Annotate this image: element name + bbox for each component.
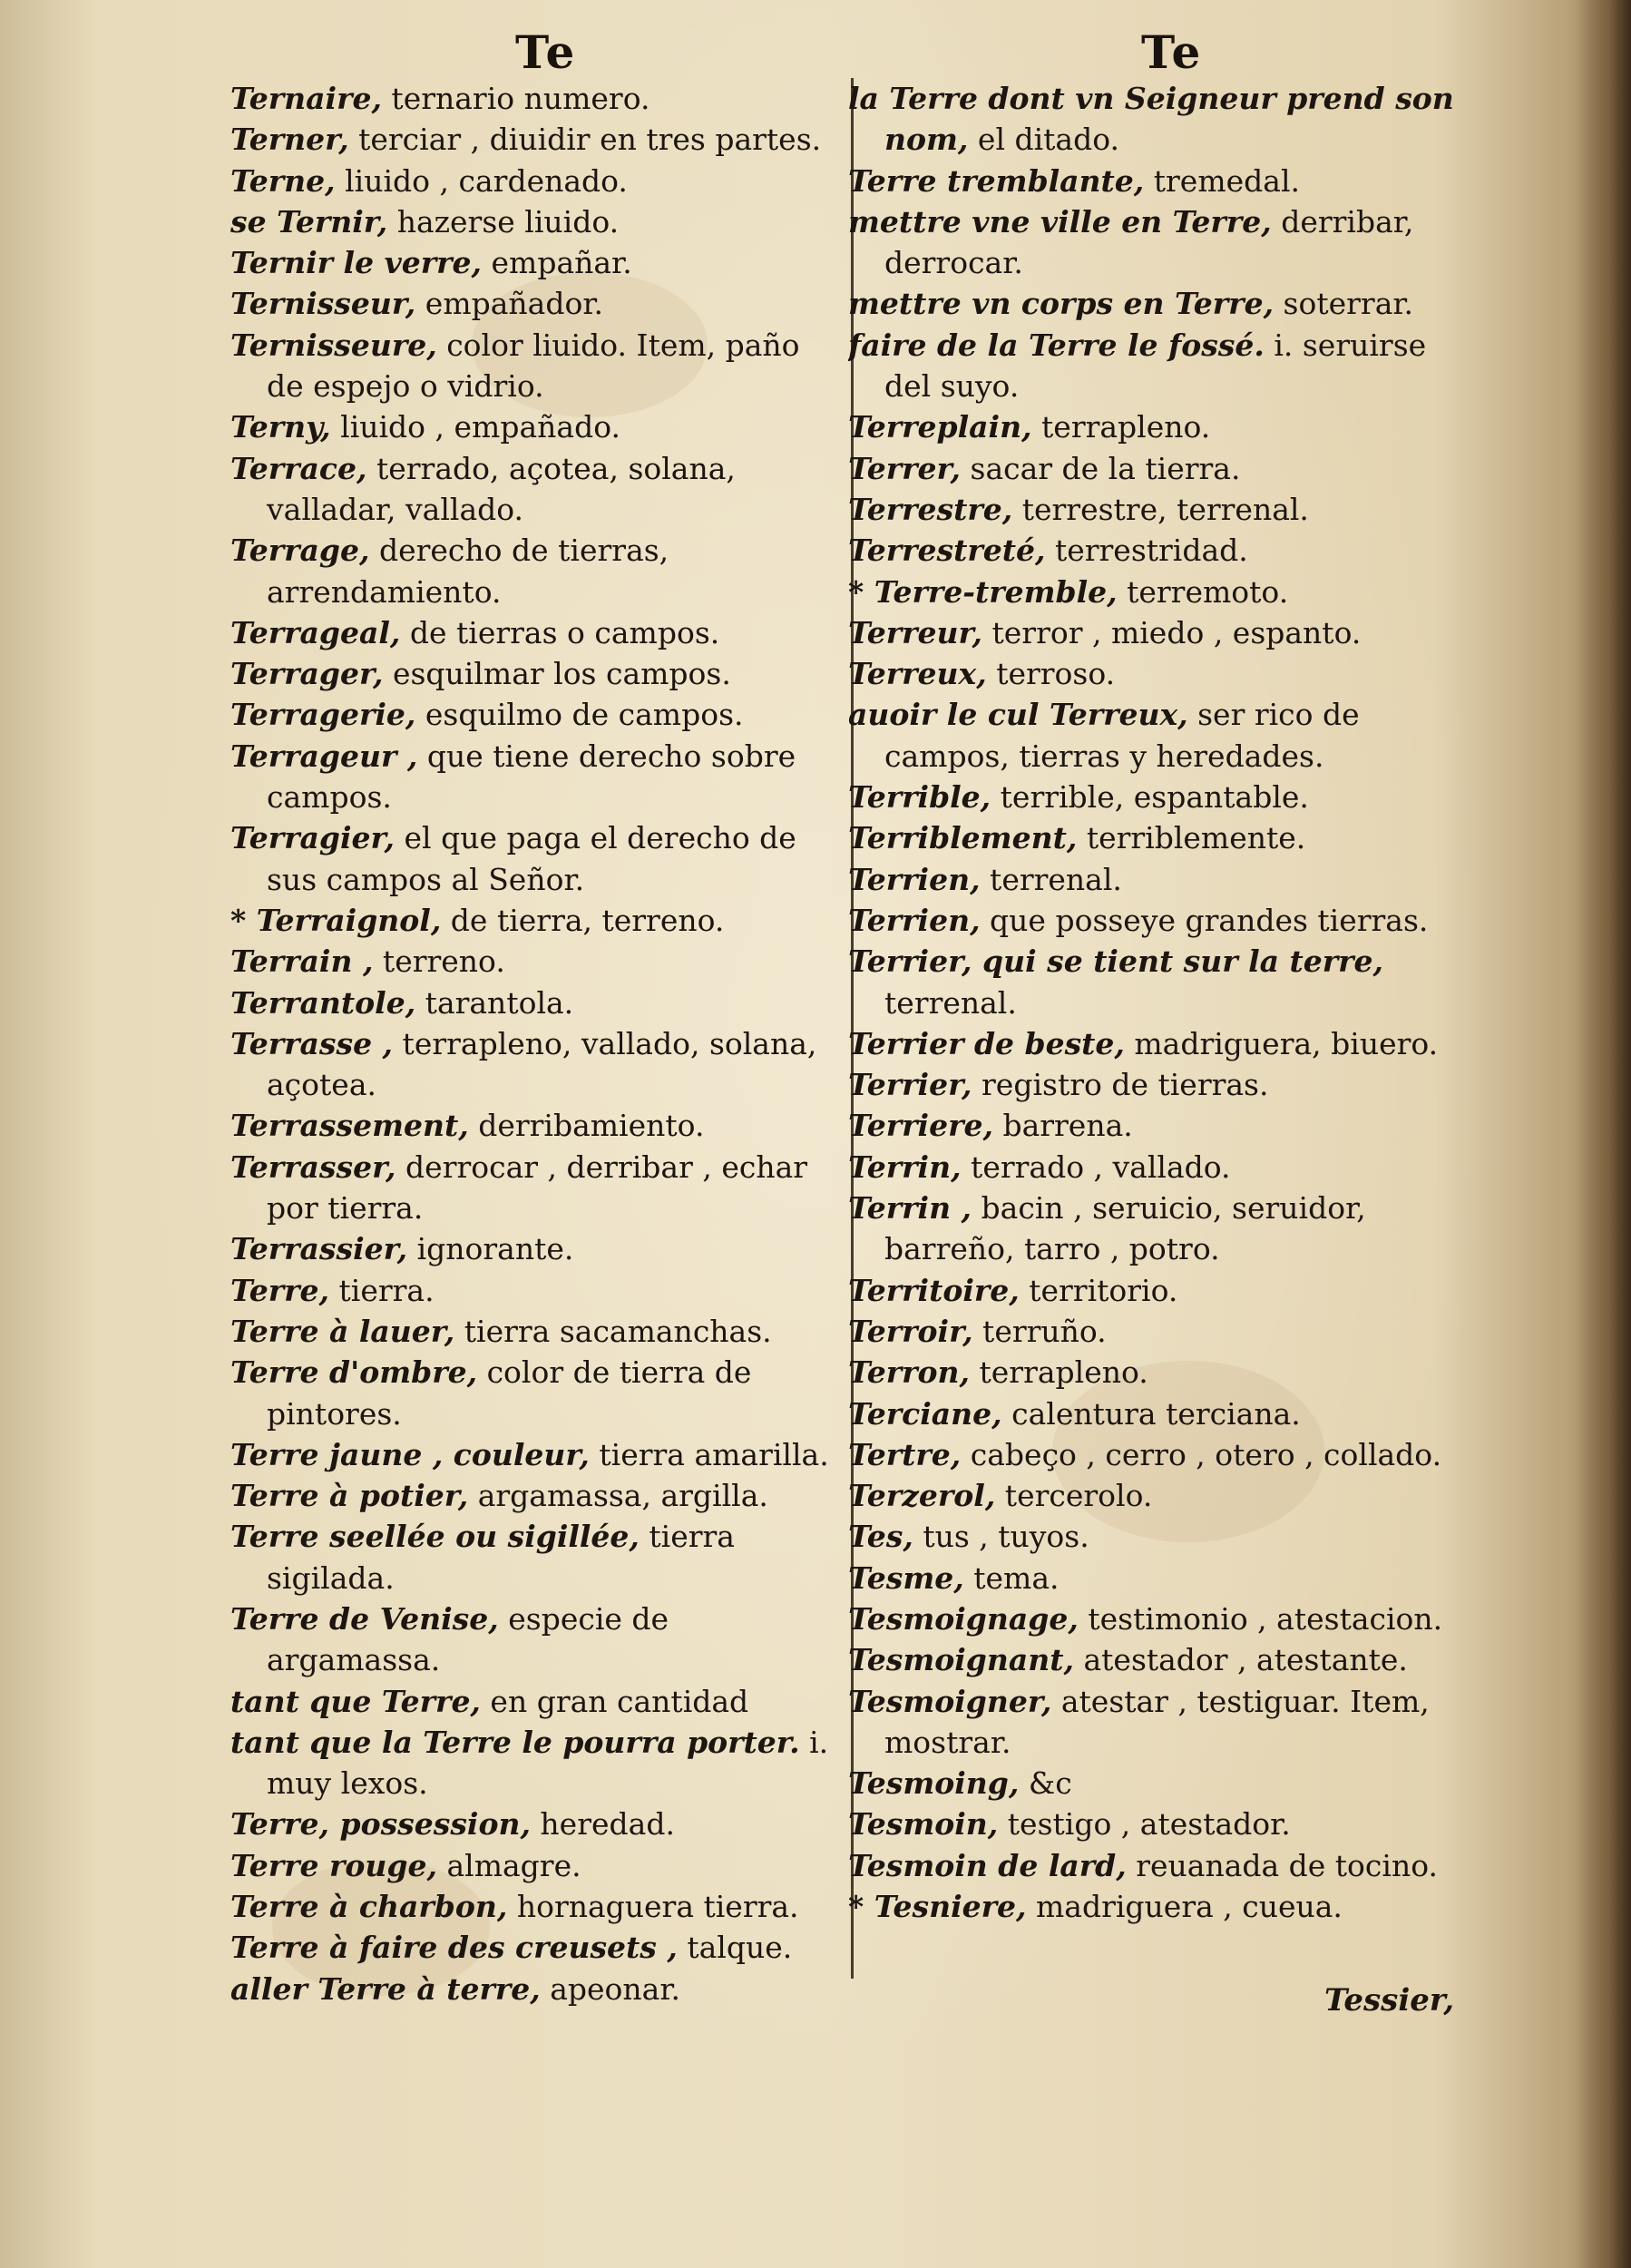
entry-definition: empañador. bbox=[415, 286, 603, 322]
entry-headword: tant que Terre, bbox=[230, 1683, 481, 1719]
dictionary-entry bbox=[848, 1475, 1456, 1516]
dictionary-entry bbox=[848, 817, 1456, 858]
entry-headword: Ternir le verre, bbox=[230, 245, 483, 281]
entry-headword: Terciane, bbox=[848, 1395, 1002, 1432]
dictionary-entry bbox=[848, 1188, 1456, 1270]
entry-definition: testimonio , atestacion. bbox=[1078, 1600, 1443, 1637]
running-head-right: Te bbox=[1141, 25, 1203, 79]
dictionary-entry bbox=[848, 1270, 1456, 1311]
dictionary-entry bbox=[848, 777, 1456, 817]
entry-definition: terrenal. bbox=[884, 984, 1017, 1021]
dictionary-entry bbox=[848, 325, 1456, 407]
entry-definition: tierra amarilla. bbox=[589, 1436, 829, 1472]
running-head-left: Te bbox=[515, 25, 577, 79]
entry-definition: terruño. bbox=[972, 1313, 1107, 1349]
entry-headword: Terrasser, bbox=[230, 1149, 396, 1185]
dictionary-entry bbox=[848, 1064, 1456, 1105]
entry-headword: Terrantole, bbox=[230, 984, 416, 1021]
entry-definition: color liuido. Item, paño de espejo o vidrio. bbox=[267, 327, 800, 405]
dictionary-entry bbox=[848, 1311, 1456, 1352]
entry-headword: Tesmoin de lard, bbox=[848, 1847, 1127, 1883]
dictionary-entry bbox=[230, 1681, 844, 1722]
entry-definition: tarantola. bbox=[415, 984, 574, 1021]
entry-headword: Terrace, bbox=[230, 450, 367, 486]
dictionary-entry bbox=[848, 1558, 1456, 1598]
entry-headword: Terragerie, bbox=[230, 697, 416, 733]
entry-headword: tant que la Terre le pourra porter. bbox=[230, 1724, 800, 1760]
entry-definition: &c bbox=[1019, 1765, 1072, 1802]
entry-definition: que posseye grandes tierras. bbox=[980, 902, 1429, 938]
entry-definition: de tierras o campos. bbox=[400, 614, 720, 650]
dictionary-entry bbox=[230, 406, 844, 447]
entry-headword: Terrestre, bbox=[848, 491, 1013, 527]
dictionary-entry bbox=[230, 1270, 844, 1311]
entry-headword: Terrassier, bbox=[230, 1231, 408, 1267]
dictionary-entry bbox=[230, 201, 844, 242]
entry-headword: * Terraignol, bbox=[230, 902, 442, 938]
entry-headword: Terre jaune , couleur, bbox=[230, 1436, 590, 1472]
entry-headword: Terrier, qui se tient sur la terre, bbox=[848, 943, 1384, 980]
entry-definition: que tiene derecho sobre campos. bbox=[267, 738, 796, 816]
entry-headword: Terrestreté, bbox=[848, 533, 1046, 569]
page-gutter-shadow bbox=[1577, 0, 1631, 2268]
dictionary-entry bbox=[848, 859, 1456, 900]
entry-definition: madriguera, biuero. bbox=[1124, 1025, 1439, 1061]
entry-definition: terrapleno. bbox=[1031, 409, 1211, 445]
entry-definition: derribar, derrocar. bbox=[884, 203, 1414, 281]
entry-definition: especie de argamassa. bbox=[267, 1600, 669, 1678]
entry-definition: i. muy lexos. bbox=[267, 1724, 829, 1802]
entry-headword: Terre seellée ou sigillée, bbox=[230, 1519, 640, 1555]
entry-definition: calentura terciana. bbox=[1001, 1395, 1301, 1432]
dictionary-entry bbox=[848, 653, 1456, 694]
entry-definition: registro de tierras. bbox=[972, 1067, 1269, 1103]
entry-definition: derribamiento. bbox=[468, 1108, 705, 1144]
dictionary-entry bbox=[848, 941, 1456, 1023]
dictionary-entry bbox=[230, 119, 844, 160]
entry-definition: hazerse liuido. bbox=[387, 203, 620, 240]
entry-headword: Terre rouge, bbox=[230, 1847, 437, 1883]
entry-headword: Terragier, bbox=[230, 820, 396, 856]
dictionary-entry bbox=[230, 736, 844, 818]
entry-definition: terriblemente. bbox=[1077, 820, 1306, 856]
entry-headword: Tertre, bbox=[848, 1436, 962, 1472]
left-column bbox=[230, 78, 844, 2009]
entry-headword: Tesmoigner, bbox=[848, 1683, 1052, 1719]
entry-definition: talque. bbox=[677, 1930, 793, 1966]
entry-definition: terror , miedo , espanto. bbox=[982, 614, 1362, 650]
entry-headword: Terre à charbon, bbox=[230, 1889, 508, 1925]
dictionary-entry bbox=[230, 78, 844, 119]
dictionary-entry bbox=[230, 1886, 844, 1927]
entry-headword: Terre, possession, bbox=[230, 1806, 531, 1843]
entry-definition: terrenal. bbox=[980, 861, 1122, 897]
dictionary-entry bbox=[230, 653, 844, 694]
entry-definition: tema. bbox=[963, 1559, 1060, 1596]
dictionary-entry bbox=[848, 900, 1456, 941]
entry-headword: Tesme, bbox=[848, 1559, 964, 1596]
entry-headword: Terrer, bbox=[848, 450, 962, 486]
dictionary-entry bbox=[230, 1311, 844, 1352]
entry-definition: barrena. bbox=[992, 1108, 1133, 1144]
dictionary-entry bbox=[230, 1969, 844, 2009]
dictionary-entry bbox=[230, 900, 844, 941]
dictionary-entry bbox=[230, 530, 844, 612]
dictionary-entry bbox=[848, 1639, 1456, 1680]
entry-definition: color de tierra de pintores. bbox=[267, 1354, 752, 1432]
entry-headword: Terre de Venise, bbox=[230, 1600, 499, 1637]
entry-headword: la Terre dont vn Seigneur prend son nom, bbox=[848, 81, 1454, 158]
dictionary-entry bbox=[230, 817, 844, 900]
entry-definition: territorio. bbox=[1019, 1272, 1178, 1308]
entry-definition: ser rico de campos, tierras y heredades. bbox=[884, 697, 1360, 774]
entry-definition: soterrar. bbox=[1274, 286, 1414, 322]
entry-headword: Territoire, bbox=[848, 1272, 1020, 1308]
entry-headword: Terriere, bbox=[848, 1108, 993, 1144]
entry-headword: Terrin , bbox=[848, 1190, 972, 1227]
entry-headword: Terne, bbox=[230, 162, 336, 199]
entry-headword: Terrageur , bbox=[230, 738, 418, 774]
dictionary-entry bbox=[230, 941, 844, 982]
entry-headword: Terrien, bbox=[848, 902, 981, 938]
dictionary-entry bbox=[230, 1352, 844, 1434]
dictionary-entry bbox=[848, 1681, 1456, 1764]
dictionary-entry bbox=[230, 283, 844, 324]
dictionary-entry bbox=[848, 1105, 1456, 1146]
entry-headword: Terroir, bbox=[848, 1313, 973, 1349]
entry-definition: hornaguera tierra. bbox=[507, 1889, 799, 1925]
entry-headword: Tesmoignant, bbox=[848, 1642, 1074, 1678]
entry-definition: tus , tuyos. bbox=[913, 1519, 1089, 1555]
entry-headword: Tesmoignage, bbox=[848, 1600, 1079, 1637]
dictionary-entry bbox=[848, 1352, 1456, 1393]
dictionary-entry bbox=[848, 406, 1456, 447]
dictionary-entry bbox=[230, 161, 844, 201]
dictionary-entry bbox=[230, 982, 844, 1023]
entry-definition: ternario numero. bbox=[381, 81, 650, 116]
entry-headword: Terrain , bbox=[230, 943, 374, 980]
dictionary-entry bbox=[848, 161, 1456, 201]
dictionary-entry bbox=[848, 1804, 1456, 1844]
entry-headword: Terriblement, bbox=[848, 820, 1078, 856]
entry-definition: esquilmar los campos. bbox=[383, 656, 731, 692]
entry-headword: Terrien, bbox=[848, 861, 981, 897]
entry-definition: atestador , atestante. bbox=[1073, 1642, 1408, 1678]
entry-headword: Tesmoing, bbox=[848, 1765, 1020, 1802]
entry-headword: Terrageal, bbox=[230, 614, 401, 650]
dictionary-entry bbox=[230, 1023, 844, 1106]
entry-headword: Terrible, bbox=[848, 779, 991, 816]
entry-headword: mettre vne ville en Terre, bbox=[848, 203, 1272, 240]
entry-headword: Terreplain, bbox=[848, 409, 1032, 445]
dictionary-entry bbox=[230, 1228, 844, 1269]
dictionary-entry bbox=[848, 1598, 1456, 1639]
dictionary-entry bbox=[230, 612, 844, 653]
entry-definition: terrapleno. bbox=[970, 1354, 1148, 1391]
entry-headword: Terreur, bbox=[848, 614, 983, 650]
entry-headword: Terreux, bbox=[848, 656, 987, 692]
entry-headword: aller Terre à terre, bbox=[230, 1970, 541, 2007]
entry-definition: terrestridad. bbox=[1045, 533, 1248, 569]
entry-headword: Terrage, bbox=[230, 533, 370, 569]
entry-definition: de tierra, terreno. bbox=[441, 902, 725, 938]
entry-headword: Terrin, bbox=[848, 1149, 962, 1185]
entry-headword: Terre à potier, bbox=[230, 1478, 469, 1514]
entry-definition: heredad. bbox=[530, 1806, 675, 1843]
entry-definition: terroso. bbox=[986, 656, 1116, 692]
entry-headword: Terron, bbox=[848, 1354, 971, 1391]
dictionary-entry bbox=[848, 448, 1456, 489]
entry-definition: madriguera , cueua. bbox=[1026, 1889, 1343, 1925]
dictionary-entry bbox=[848, 612, 1456, 653]
entry-definition: tierra sigilada. bbox=[267, 1519, 735, 1596]
dictionary-entry bbox=[230, 1722, 844, 1804]
entry-definition: derrocar , derribar , echar por tierra. bbox=[267, 1149, 808, 1227]
entry-headword: Terrassement, bbox=[230, 1108, 469, 1144]
dictionary-entry bbox=[230, 1434, 844, 1475]
entry-headword: Tes, bbox=[848, 1519, 913, 1555]
entry-definition: terremoto. bbox=[1117, 573, 1289, 610]
entry-definition: terrestre, terrenal. bbox=[1012, 491, 1309, 527]
dictionary-entry bbox=[848, 1023, 1456, 1064]
entry-definition: almagre. bbox=[436, 1847, 581, 1883]
dictionary-entry bbox=[848, 694, 1456, 777]
entry-definition: cabeço , cerro , otero , collado. bbox=[961, 1436, 1442, 1472]
dictionary-entry bbox=[230, 325, 844, 407]
dictionary-entry bbox=[230, 1516, 844, 1598]
entry-headword: * Tesniere, bbox=[848, 1889, 1027, 1925]
entry-definition: liuido , empañado. bbox=[330, 409, 620, 445]
entry-definition: tremedal. bbox=[1144, 162, 1301, 199]
entry-headword: Ternaire, bbox=[230, 81, 382, 116]
entry-headword: Terrasse , bbox=[230, 1025, 394, 1061]
dictionary-entry bbox=[848, 530, 1456, 571]
entry-headword: Ternisseure, bbox=[230, 327, 437, 363]
entry-headword: Terre tremblante, bbox=[848, 162, 1145, 199]
entry-definition: esquilmo de campos. bbox=[415, 697, 744, 733]
entry-definition: liuido , cardenado. bbox=[335, 162, 628, 199]
entry-headword: Ternisseur, bbox=[230, 286, 416, 322]
entry-definition: reuanada de tocino. bbox=[1126, 1847, 1438, 1883]
entry-headword: Terre à lauer, bbox=[230, 1313, 455, 1349]
dictionary-entry bbox=[230, 694, 844, 735]
entry-definition: bacin , seruicio, seruidor, barreño, tarro , potro. bbox=[884, 1190, 1366, 1267]
dictionary-entry bbox=[230, 448, 844, 531]
dictionary-entry bbox=[848, 1845, 1456, 1886]
entry-definition: terrapleno, vallado, solana, açotea. bbox=[267, 1025, 817, 1103]
entry-definition: tierra sacamanchas. bbox=[454, 1313, 772, 1349]
dictionary-entry bbox=[230, 1804, 844, 1844]
dictionary-entry bbox=[848, 572, 1456, 612]
entry-headword: Terrager, bbox=[230, 656, 384, 692]
entry-definition: terciar , diuidir en tres partes. bbox=[348, 122, 822, 158]
entry-definition: derecho de tierras, arrendamiento. bbox=[267, 533, 669, 610]
entry-definition: argamassa, argilla. bbox=[468, 1478, 768, 1514]
entry-definition: el ditado. bbox=[968, 122, 1120, 158]
entry-headword: Terny, bbox=[230, 409, 331, 445]
entry-headword: Terzerol, bbox=[848, 1478, 996, 1514]
entry-headword: Terrier, bbox=[848, 1067, 972, 1103]
entry-headword: Terre à faire des creusets , bbox=[230, 1930, 678, 1966]
entry-definition: terrado, açotea, solana, valladar, vallado. bbox=[267, 450, 736, 527]
dictionary-entry bbox=[848, 78, 1456, 161]
dictionary-entry bbox=[230, 1147, 844, 1229]
entry-headword: * Terre-tremble, bbox=[848, 573, 1118, 610]
entry-headword: mettre vn corps en Terre, bbox=[848, 286, 1275, 322]
entry-definition: tierra. bbox=[329, 1272, 435, 1308]
entry-definition: en gran cantidad bbox=[480, 1683, 749, 1719]
entry-definition: el que paga el derecho de sus campos al Señor. bbox=[267, 820, 796, 897]
dictionary-entry bbox=[230, 1927, 844, 1968]
dictionary-entry bbox=[848, 489, 1456, 530]
dictionary-entry bbox=[230, 1475, 844, 1516]
dictionary-entry bbox=[230, 1845, 844, 1886]
entry-headword: faire de la Terre le fossé. bbox=[848, 327, 1265, 363]
entry-definition: empañar. bbox=[482, 245, 632, 281]
entry-headword: Terre d'ombre, bbox=[230, 1354, 478, 1391]
dictionary-entry bbox=[848, 1516, 1456, 1557]
entry-headword: se Ternir, bbox=[230, 203, 388, 240]
dictionary-entry bbox=[230, 242, 844, 283]
entry-definition: terrado , vallado. bbox=[961, 1149, 1231, 1185]
dictionary-entry bbox=[848, 1886, 1456, 1927]
entry-headword: Terner, bbox=[230, 122, 349, 158]
dictionary-entry bbox=[848, 1434, 1456, 1475]
entry-definition: atestar , testiguar. Item, mostrar. bbox=[884, 1683, 1430, 1760]
entry-definition: testigo , atestador. bbox=[998, 1806, 1291, 1843]
dictionary-entry bbox=[848, 201, 1456, 284]
dictionary-entry bbox=[848, 283, 1456, 324]
entry-definition: sacar de la tierra. bbox=[961, 450, 1241, 486]
dictionary-entry bbox=[848, 1393, 1456, 1434]
entry-headword: Terre, bbox=[230, 1272, 330, 1308]
entry-definition: apeonar. bbox=[540, 1970, 680, 2007]
entry-headword: Terrier de beste, bbox=[848, 1025, 1125, 1061]
dictionary-entry bbox=[848, 1763, 1456, 1804]
entry-definition: terrible, espantable. bbox=[991, 779, 1309, 816]
catchword: Tessier, bbox=[1324, 1982, 1455, 2019]
dictionary-entry bbox=[848, 1147, 1456, 1188]
entry-definition: i. seruirse del suyo. bbox=[884, 327, 1427, 405]
entry-definition: terreno. bbox=[373, 943, 505, 980]
dictionary-entry bbox=[230, 1105, 844, 1146]
entry-definition: ignorante. bbox=[407, 1231, 574, 1267]
right-column bbox=[848, 78, 1456, 1927]
dictionary-entry bbox=[230, 1598, 844, 1681]
entry-headword: auoir le cul Terreux, bbox=[848, 697, 1188, 733]
entry-definition: tercerolo. bbox=[995, 1478, 1153, 1514]
entry-headword: Tesmoin, bbox=[848, 1806, 999, 1843]
